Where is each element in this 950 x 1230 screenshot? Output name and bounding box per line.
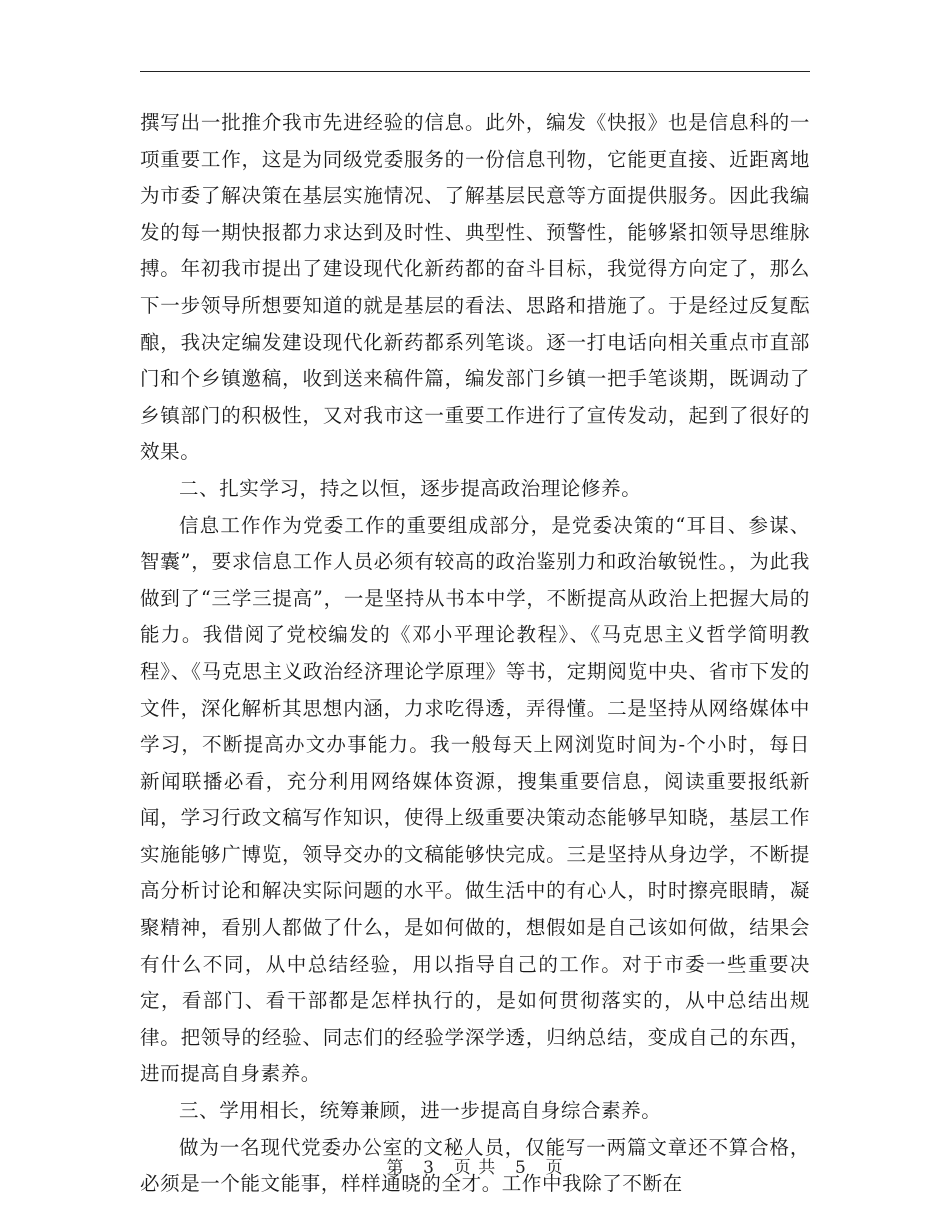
footer-page-number: 3 [423,1158,435,1178]
section-heading-2: 二、扎实学习，持之以恒，逐步提高政治理论修养。 [179,476,642,500]
paragraph-continued: 撰写出一批推介我市先进经验的信息。此外，编发《快报》也是信息科的一项重要工作，这是为同级党委服务的一份信息刊物，它能更直接、近距离地为市委了解决策在基层实施情况、了解基层民意等方面提供服务。因此我编发的每一期快报都力求达到及时性、典型性、预警性，能够紧扣领导思维脉搏。年初我市提出了建设现代化新药都的奋斗目标，我觉得方向定了，那么下一步领导所想要知道的就是基层的看法、思路和措施了。于是经过反复酝酿，我决定编发建设现代化新药都系列笔谈。逐一打电话向相关重点市直部门和个乡镇邀稿，收到送来稿件篇，编发部门乡镇一把手笔谈期，既调动了乡镇部门的积极性，又对我市这一重要工作进行了宣传发动，起到了很好的效果。 [140,111,810,464]
footer-total-pages: 5 [515,1158,527,1178]
page-footer [0,1153,950,1178]
paragraph-study: 信息工作作为党委工作的重要组成部分，是党委决策的“耳目、参谋、智囊”，要求信息工作人员必须有较高的政治鉴别力和政治敏锐性。，为此我做到了“三学三提高”，一是坚持从书本中学，不断提高从政治上把握大局的能力。我借阅了党校编发的《邓小平理论教程》、《马克思主义哲学简明教程》、《马克思主义政治经济理论学原理》等书，定期阅览中央、省市下发的文件，深化解析其思想内涵，力求吃得透，弄得懂。二是坚持从网络媒体中学习，不断提高办文办事能力。我一般每天上网浏览时间为-个小时，每日新闻联播必看，充分利用网络媒体资源，搜集重要信息，阅读重要报纸新闻，学习行政文稿写作知识，使得上级重要决策动态能够早知晓，基层工作实施能够广博览，领导交办的文稿能够快完成。三是坚持从身边学，不断提高分析讨论和解决实际问题的水平。做生活中的有心人，时时擦亮眼睛，凝聚精神，看别人都做了什么，是如何做的，想假如是自己该如何做，结果会有什么不同，从中总结经验，用以指导自己的工作。对于市委一些重要决定，看部门、看干部都是怎样执行的，是如何贯彻落实的，从中总结出规律。把领导的经验、同志们的经验学深学透，归纳总结，变成自己的东西，进而提高自身素养。 [140,513,810,1086]
paragraph-practice: 做为一名现代党委办公室的文秘人员，仅能写一两篇文章还不算合格，必须是一个能文能事，样样通晓的全才。工作中我除了不断在 [140,1135,810,1196]
body-text [140,105,810,1203]
footer-suffix: 页 [545,1158,564,1178]
footer-middle: 页 共 [453,1158,497,1178]
header-rule [140,71,810,72]
section-heading-3: 三、学用相长，统筹兼顾，进一步提高自身综合素养。 [179,1099,662,1123]
footer-prefix: 第 [386,1158,405,1178]
